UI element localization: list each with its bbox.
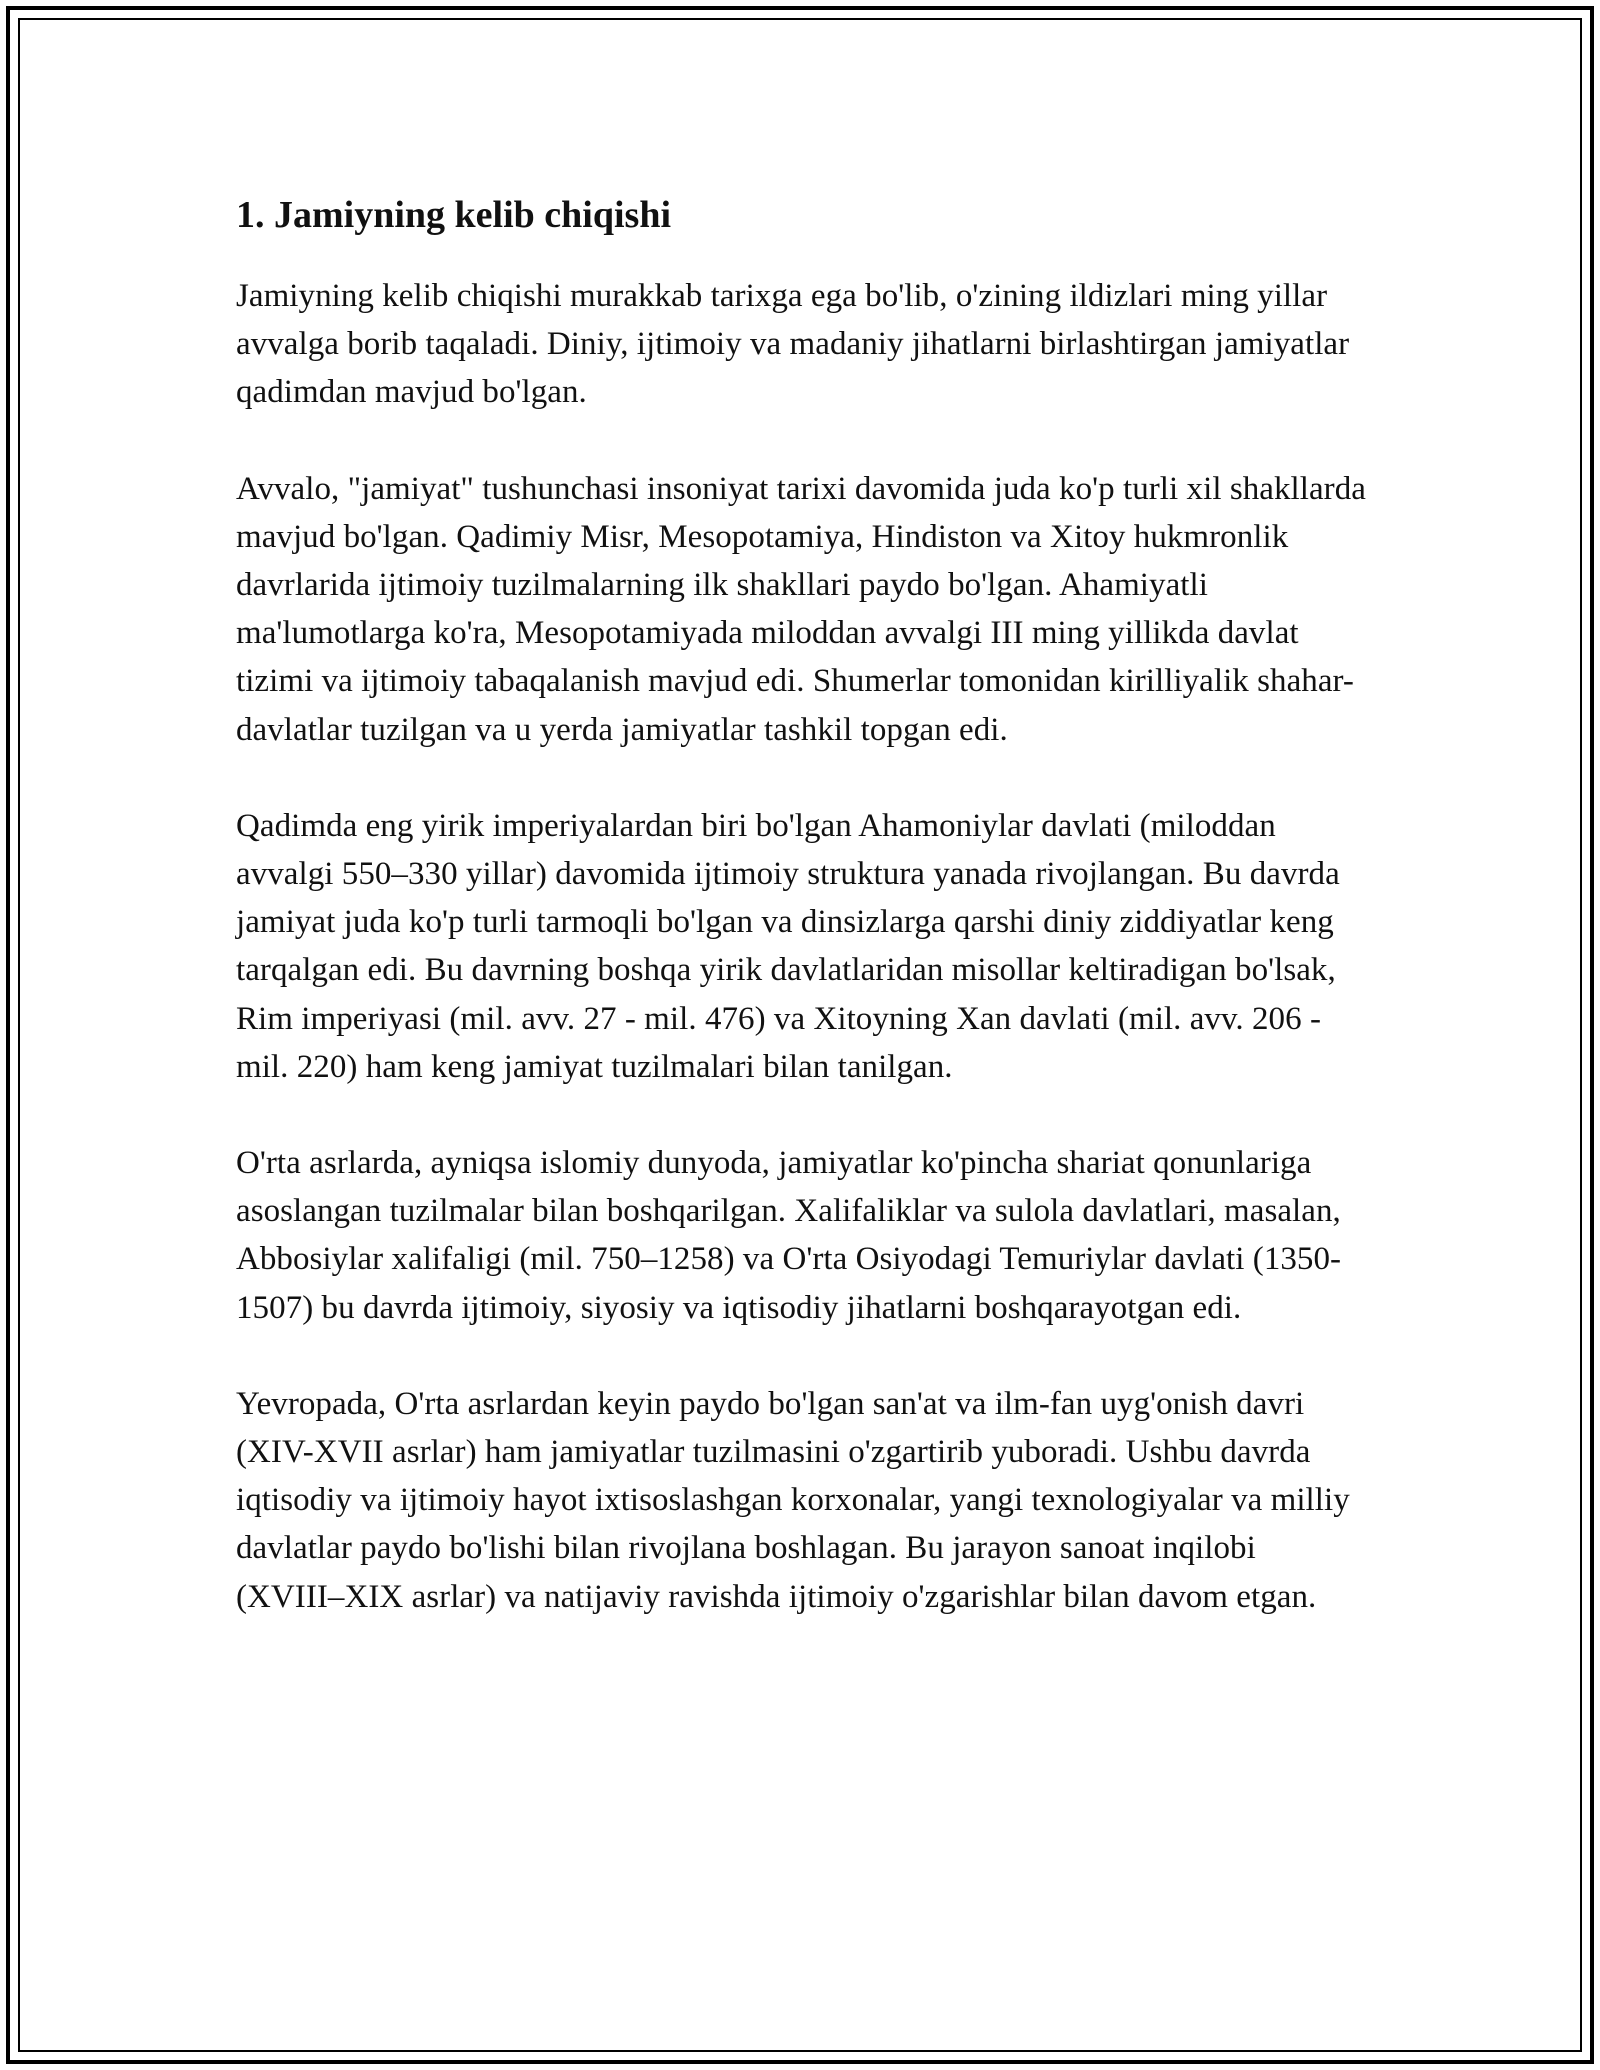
paragraph-intro: Jamiyning kelib chiqishi murakkab tarixga ega bo'lib, o'zining ildizlari ming yillar avvalga borib taqaladi. Diniy, ijtimoiy va madaniy jihatlarni birlashtirgan jamiyatlar qadimdan mavjud bo'lgan. [236, 278, 1350, 411]
document-body [236, 186, 1366, 1621]
paragraph-achaemenid-empire: Qadimda eng yirik imperiyalardan biri bo'lgan Ahamoniylar davlati (miloddan avvalgi 550–330 yillar) davomida ijtimoiy struktura yanada rivojlangan. Bu davrda jamiyat juda ko'p turli tarmoqli bo'lgan va dinsizlarga qarshi diniy ziddiyatlar keng tarqalgan edi. Bu davrning boshqa yirik davlatlaridan misollar keltiradigan bo'lsak, Rim imperiyasi (mil. avv. 27 - mil. 476) va Xitoyning Xan davlati (mil. avv. 206 - mil. 220) ham keng jamiyat tuzilmalari bilan tanilgan. [236, 807, 1340, 1085]
paragraph-europe-renaissance: Yevropada, O'rta asrlardan keyin paydo bo'lgan san'at va ilm-fan uyg'onish davri (XIV-XVII asrlar) ham jamiyatlar tuzilmasini o'zgartirib yuboradi. Ushbu davrda iqtisodiy va ijtimoiy hayot ixtisoslashgan korxonalar, yangi texnologiyalar va milliy davlatlar paydo bo'lishi bilan rivojlana boshlagan. Bu jarayon sanoat inqilobi (XVIII–XIX asrlar) va natijaviy ravishda ijtimoiy o'zgarishlar bilan davom etgan. [236, 1385, 1350, 1615]
paragraph-middle-ages: O'rta asrlarda, ayniqsa islomiy dunyoda, jamiyatlar ko'pincha shariat qonunlariga asoslangan tuzilmalar bilan boshqarilgan. Xalifaliklar va sulola davlatlari, masalan, Abbosiylar xalifaligi (mil. 750–1258) va O'rta Osiyodagi Temuriylar davlati (1350-1507) bu davrda ijtimoiy, siyosiy va iqtisodiy jihatlarni boshqarayotgan edi. [236, 1145, 1342, 1326]
paragraph-ancient-societies: Avvalo, "jamiyat" tushunchasi insoniyat tarixi davomida juda ko'p turli xil shakllarda mavjud bo'lgan. Qadimiy Misr, Mesopotamiya, Hindiston va Xitoy hukmronlik davrlarida ijtimoiy tuzilmalarning ilk shakllari paydo bo'lgan. Ahamiyatli ma'lumotlarga ko'ra, Mesopotamiyada miloddan avvalgi III ming yillikda davlat tizimi va ijtimoiy tabaqalanish mavjud edi. Shumerlar tomonidan kirilliyalik shahar-davlatlar tuzilgan va u yerda jamiyatlar tashkil topgan edi. [236, 470, 1366, 748]
section-title: 1. Jamiyning kelib chiqishi [236, 194, 672, 236]
